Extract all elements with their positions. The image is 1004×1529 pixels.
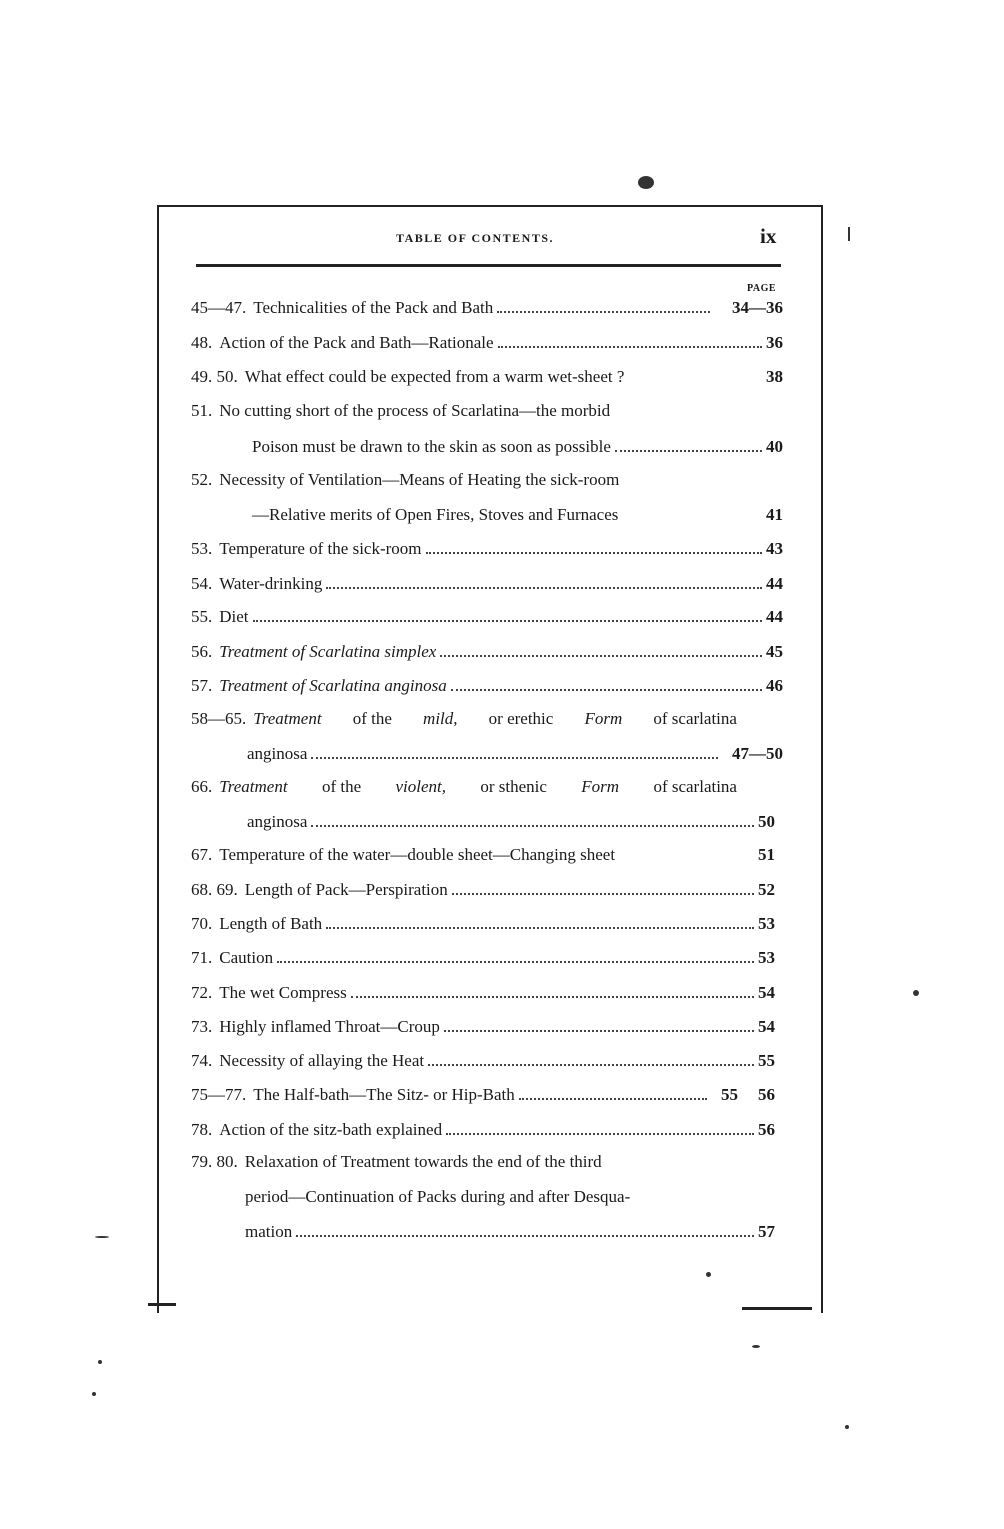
entry-title xyxy=(219,642,436,662)
entry-number: 75—77. xyxy=(191,1085,247,1104)
dot-leader xyxy=(296,1221,754,1237)
border-bottom-right xyxy=(742,1307,812,1310)
toc-entry-continuation xyxy=(252,436,783,460)
toc-entry xyxy=(191,845,775,869)
scan-speck xyxy=(752,1345,760,1348)
dot-leader xyxy=(426,538,762,554)
entry-title-part: or sthenic xyxy=(480,777,547,796)
scan-speck xyxy=(913,990,919,996)
toc-entry xyxy=(191,879,775,903)
toc-entry xyxy=(191,675,783,699)
entry-page: 38 xyxy=(766,367,783,386)
entry-title-italic: Treatment of Scarlatina anginosa xyxy=(219,676,447,695)
entry-number: 79. 80. xyxy=(191,1152,238,1171)
toc-entry-continuation xyxy=(245,1221,775,1245)
entry-page: 44 xyxy=(766,607,783,626)
entry-page: 54 xyxy=(758,983,775,1002)
toc-entry xyxy=(191,1084,775,1108)
entry-title-part: of the xyxy=(321,777,362,796)
dot-leader xyxy=(615,436,762,452)
entry-page: 52 xyxy=(758,880,775,899)
entry-number: 74. xyxy=(191,1051,213,1070)
entry-number: 49. 50. xyxy=(191,367,238,386)
entry-title-italic: violent, xyxy=(395,777,446,796)
border-bottom-left xyxy=(148,1303,176,1306)
dot-leader xyxy=(452,879,754,895)
entry-number: 51. xyxy=(191,401,213,420)
entry-title: Technicalities of the Pack and Bath xyxy=(253,298,494,317)
dot-leader xyxy=(440,641,762,657)
entry-page: 51 xyxy=(758,845,775,864)
toc-entry-continuation xyxy=(247,743,783,767)
dot-leader xyxy=(326,913,754,929)
entry-page: 45 xyxy=(766,642,783,661)
entry-title: Temperature of the water—double sheet—Changing sheet xyxy=(219,845,616,864)
scan-speck xyxy=(92,1392,96,1396)
entry-title: Water-drinking xyxy=(219,574,323,593)
entry-title-part: of scarlatina xyxy=(653,777,737,796)
header-rule xyxy=(196,264,781,267)
toc-entry xyxy=(191,947,775,971)
entry-number: 67. xyxy=(191,845,213,864)
running-title: TABLE OF CONTENTS. xyxy=(396,231,555,245)
entry-page: 56 xyxy=(758,1120,775,1139)
entry-title: Poison must be drawn to the skin as soon as possible xyxy=(252,437,611,456)
scan-speck xyxy=(706,1272,711,1277)
dot-leader xyxy=(446,1119,754,1135)
dot-leader xyxy=(277,947,754,963)
toc-entry xyxy=(191,538,783,562)
entry-number: 70. xyxy=(191,914,213,933)
scan-speck xyxy=(638,176,654,189)
entry-page-range-start: 55 xyxy=(721,1085,738,1104)
dot-leader xyxy=(326,573,762,589)
entry-page: 55 xyxy=(758,1051,775,1070)
entry-number: 48. xyxy=(191,333,213,352)
page-column-label: PAGE xyxy=(747,283,777,294)
entry-number: 68. 69. xyxy=(191,880,238,899)
entry-page: 56 xyxy=(758,1085,775,1104)
entry-title: Action of the Pack and Bath—Rationale xyxy=(219,333,494,352)
entry-number: 73. xyxy=(191,1017,213,1036)
entry-number: 53. xyxy=(191,539,213,558)
entry-page: 44 xyxy=(766,574,783,593)
toc-entry-continuation xyxy=(247,811,775,835)
entry-number: 55. xyxy=(191,607,213,626)
toc-entry xyxy=(191,709,783,733)
toc-entry xyxy=(191,401,783,425)
scan-speck xyxy=(98,1360,102,1364)
toc-entry xyxy=(191,1119,775,1143)
entry-title: mation xyxy=(245,1222,293,1241)
entry-title xyxy=(219,676,446,696)
entry-title: The wet Compress xyxy=(219,983,347,1002)
entry-title: No cutting short of the process of Scarlatina—the morbid xyxy=(219,401,611,420)
entry-title-italic: Treatment xyxy=(253,709,322,728)
scan-speck xyxy=(95,1236,109,1238)
entry-title-italic: Form xyxy=(581,777,620,796)
entry-number: 52. xyxy=(191,470,213,489)
entry-page: 53 xyxy=(758,948,775,967)
entry-page: 43 xyxy=(766,539,783,558)
entry-page: 50 xyxy=(758,812,775,831)
entry-title-part: of scarlatina xyxy=(653,709,737,728)
toc-entry xyxy=(191,573,783,597)
dot-leader xyxy=(444,1016,754,1032)
entry-title: Temperature of the sick-room xyxy=(219,539,422,558)
dot-leader xyxy=(497,297,710,313)
entry-title: anginosa xyxy=(247,744,308,763)
entry-page: 34—36 xyxy=(732,298,783,317)
entry-number: 57. xyxy=(191,676,213,695)
entry-title xyxy=(253,709,737,729)
toc-entry-continuation xyxy=(252,505,783,529)
entry-title: Necessity of allaying the Heat xyxy=(219,1051,425,1070)
entry-title-italic: Treatment xyxy=(219,777,288,796)
entry-title: Diet xyxy=(219,607,249,626)
entry-title: Length of Bath xyxy=(219,914,323,933)
entry-title-italic: mild, xyxy=(423,709,458,728)
entry-page: 40 xyxy=(766,437,783,456)
entry-number: 66. xyxy=(191,777,213,796)
dot-leader xyxy=(253,606,762,622)
entry-page: 41 xyxy=(766,505,783,524)
entry-title: —Relative merits of Open Fires, Stoves and Furnaces xyxy=(252,505,619,524)
dot-leader xyxy=(428,1050,754,1066)
scan-speck xyxy=(845,1425,849,1429)
toc-entry xyxy=(191,641,783,665)
entry-page: 53 xyxy=(758,914,775,933)
entry-title: Highly inflamed Throat—Croup xyxy=(219,1017,440,1036)
toc-entry xyxy=(191,367,783,391)
entry-title: The Half-bath—The Sitz- or Hip-Bath xyxy=(253,1085,515,1104)
toc-entry xyxy=(191,913,775,937)
entry-number: 56. xyxy=(191,642,213,661)
scan-speck xyxy=(848,227,850,241)
entry-page: 54 xyxy=(758,1017,775,1036)
entry-number: 78. xyxy=(191,1120,213,1139)
entry-page: 47—50 xyxy=(732,744,783,763)
toc-entry xyxy=(191,1152,775,1176)
page-number: ix xyxy=(760,224,777,248)
toc-entry xyxy=(191,297,783,321)
entry-number: 58—65. xyxy=(191,709,247,728)
dot-leader xyxy=(498,332,762,348)
entry-title: Length of Pack—Perspiration xyxy=(244,880,448,899)
entry-title: Necessity of Ventilation—Means of Heating the sick-room xyxy=(219,470,620,489)
entry-title: anginosa xyxy=(247,812,308,831)
dot-leader xyxy=(311,811,754,827)
dot-leader xyxy=(519,1084,707,1100)
entry-number: 71. xyxy=(191,948,213,967)
entry-title-italic: Treatment of Scarlatina simplex xyxy=(219,642,437,661)
entry-number: 72. xyxy=(191,983,213,1002)
toc-entry xyxy=(191,332,783,356)
toc-entry xyxy=(191,777,783,801)
entry-title: period—Continuation of Packs during and after Desqua- xyxy=(245,1187,631,1206)
dot-leader xyxy=(351,982,754,998)
entry-number: 54. xyxy=(191,574,213,593)
toc-entry-continuation xyxy=(245,1187,783,1211)
entry-page: 57 xyxy=(758,1222,775,1241)
entry-title-part: of the xyxy=(352,709,392,728)
entry-page: 36 xyxy=(766,333,783,352)
dot-leader xyxy=(451,675,762,691)
entry-title xyxy=(219,777,737,797)
entry-title: Caution xyxy=(219,948,274,967)
entry-page: 46 xyxy=(766,676,783,695)
entry-title-part: or erethic xyxy=(488,709,554,728)
toc-entry xyxy=(191,1016,775,1040)
entry-title-italic: Form xyxy=(584,709,623,728)
entry-title: Action of the sitz-bath explained xyxy=(219,1120,443,1139)
entry-title: What effect could be expected from a warm wet-sheet ? xyxy=(244,367,625,386)
toc-entry xyxy=(191,470,783,494)
toc-entry xyxy=(191,982,775,1006)
entry-title: Relaxation of Treatment towards the end of the third xyxy=(244,1152,602,1171)
entry-number: 45—47. xyxy=(191,298,247,317)
toc-entry xyxy=(191,1050,775,1074)
dot-leader xyxy=(311,743,718,759)
toc-entry xyxy=(191,606,783,630)
